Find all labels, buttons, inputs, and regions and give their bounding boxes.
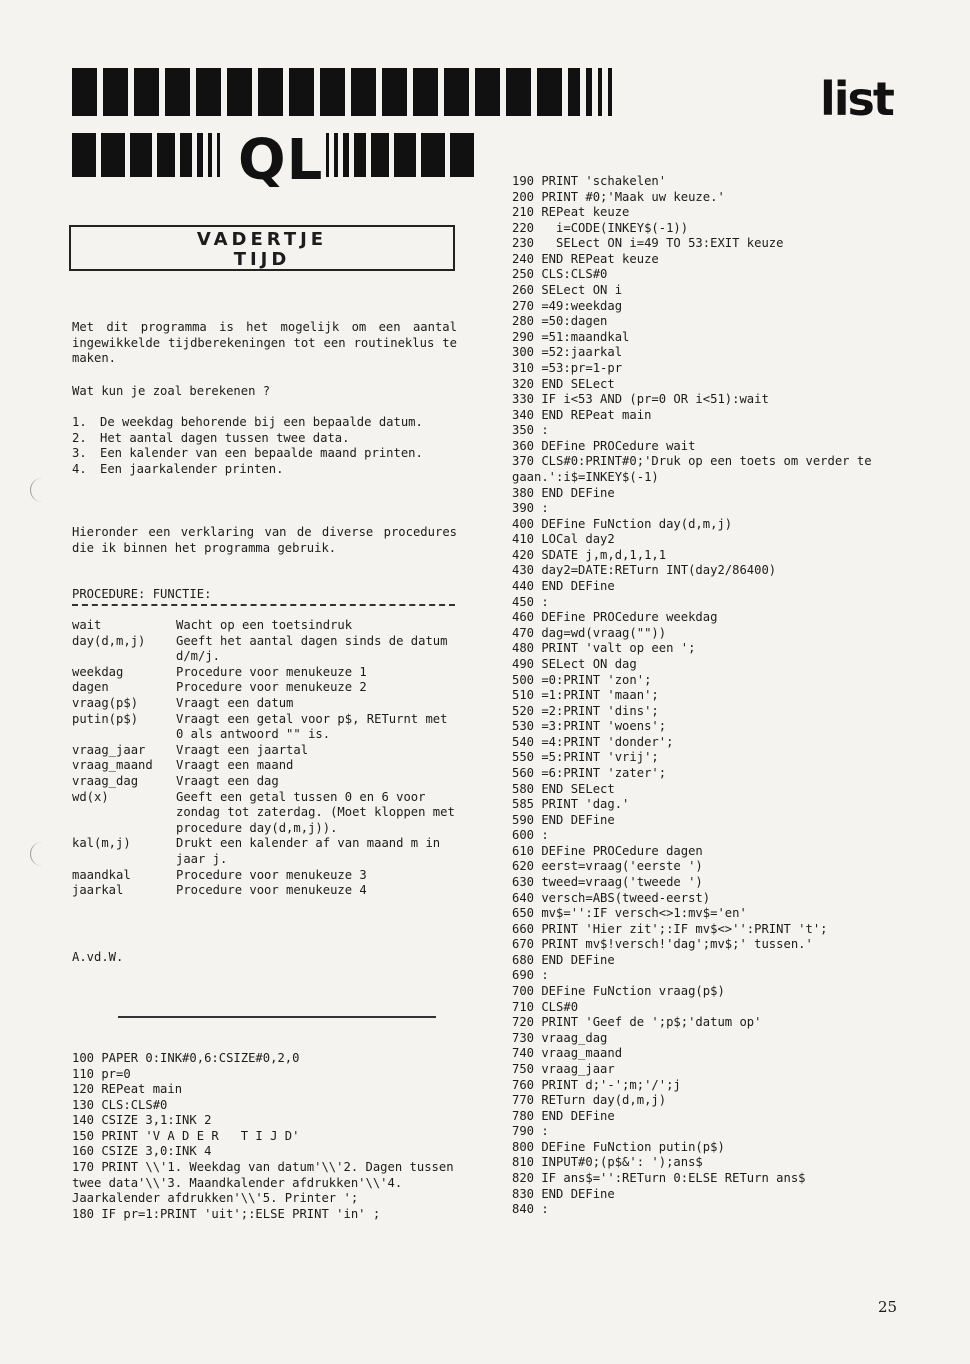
code-line: 190 PRINT 'schakelen'	[512, 174, 667, 188]
code-line: 430 day2=DATE:RETurn INT(day2/86400)	[512, 563, 777, 578]
code-line: 100 PAPER 0:INK#0,6:CSIZE#0,2,0	[72, 1051, 300, 1065]
code-line: 810 INPUT#0;(p$&': ');ans$	[512, 1155, 703, 1170]
code-line: 420 SDATE j,m,d,1,1,1	[512, 547, 667, 562]
code-listing-right	[512, 174, 892, 1218]
code-line: 720 PRINT 'Geef de ';p$;'datum op'	[512, 1015, 762, 1030]
table-row: vraag_maand Vraagt een maand	[72, 758, 294, 773]
article-title	[69, 225, 455, 271]
code-line: 260 SELect ON i	[512, 283, 623, 298]
table-row: jaarkal Procedure voor menukeuze 4	[72, 883, 367, 898]
code-line: 530 =3:PRINT 'woens';	[512, 719, 667, 734]
procedure-table	[72, 618, 458, 899]
code-line: 820 IF ans$='':RETurn 0:ELSE RETurn ans$	[512, 1171, 806, 1185]
table-row: dagen Procedure voor menukeuze 2	[72, 680, 367, 695]
code-line: 560 =6:PRINT 'zater';	[512, 765, 667, 780]
table-row: maandkal Procedure voor menukeuze 3	[72, 867, 367, 882]
code-line: 320 END SELect	[512, 376, 615, 391]
code-line: 330 IF i<53 AND (pr=0 OR i<51):wait	[512, 392, 769, 407]
code-line: 650 mv$='':IF versch<>1:mv$='en'	[512, 906, 747, 921]
code-line: 740 vraag_maand	[512, 1046, 623, 1061]
list-item: 4. Een jaarkalender printen.	[72, 461, 284, 476]
code-line: 690 :	[512, 968, 549, 983]
code-line: 340 END REPeat main	[512, 407, 652, 422]
code-line: 585 PRINT 'dag.'	[512, 797, 630, 812]
code-line: 640 versch=ABS(tweed-eerst)	[512, 890, 711, 905]
list-item: 1. De weekdag behorende bij een bepaalde datum.	[72, 415, 423, 429]
table-row: vraag(p$) Vraagt een datum	[72, 695, 294, 710]
code-line: 460 DEFine PROCedure weekdag	[512, 610, 718, 625]
header-bars-right	[326, 133, 474, 177]
code-line: 370 CLS#0:PRINT#0;'Druk op een toets om verder te gaan.':i$=INKEY$(-1)	[512, 454, 879, 484]
code-line: 250 CLS:CLS#0	[512, 267, 608, 282]
code-line: 510 =1:PRINT 'maan';	[512, 688, 659, 703]
page-number: 25	[878, 1298, 898, 1316]
code-line: 730 vraag_dag	[512, 1030, 608, 1045]
table-header: PROCEDURE: FUNCTIE:	[72, 587, 212, 601]
question: Wat kun je zoal berekenen ?	[72, 384, 271, 398]
header-bars-left	[72, 133, 220, 177]
table-row: vraag_dag Vraagt een dag	[72, 773, 279, 788]
code-line: 500 =0:PRINT 'zon';	[512, 672, 652, 687]
code-line: 760 PRINT d;'-';m;'/';j	[512, 1077, 681, 1092]
code-line: 700 DEFine FuNction vraag(p$)	[512, 984, 725, 999]
code-line: 210 REPeat keuze	[512, 205, 630, 220]
code-line: 800 DEFine FuNction putin(p$)	[512, 1139, 725, 1154]
code-line: 200 PRINT #0;'Maak uw keuze.'	[512, 189, 725, 204]
list-logo: list	[820, 72, 893, 126]
code-line: 170 PRINT \\'1. Weekdag van datum'\\'2. Dagen tussen twee data'\\'3. Maandkalender afdrukken'\\'4. Jaarkalender afdrukken'\\'5. Printer ';	[72, 1160, 461, 1206]
table-row: wait Wacht op een toetsindruk	[72, 618, 353, 632]
table-row: vraag_jaar Vraagt een jaartal	[72, 742, 309, 757]
code-line: 300 =52:jaarkal	[512, 345, 623, 360]
code-line: 670 PRINT mv$!versch!'dag';mv$;' tussen.'	[512, 937, 813, 952]
code-line: 610 DEFine PROCedure dagen	[512, 843, 703, 858]
table-row: kal(m,j) Drukt een kalender af van maand m in jaar j.	[72, 836, 441, 866]
code-line: 440 END DEFine	[512, 579, 615, 594]
code-line: 350 :	[512, 423, 549, 438]
code-line: 630 tweed=vraag('tweede ')	[512, 875, 703, 890]
table-row: wd(x) Geeft een getal tussen 0 en 6 voor zondag tot zaterdag. (Moet kloppen met procedure day(d,m,j)).	[72, 789, 455, 835]
code-line: 540 =4:PRINT 'donder';	[512, 734, 674, 749]
code-line: 400 DEFine FuNction day(d,m,j)	[512, 516, 733, 531]
code-line: 620 eerst=vraag('eerste ')	[512, 859, 703, 874]
code-listing-left	[72, 1051, 462, 1222]
code-line: 490 SELect ON dag	[512, 656, 637, 671]
code-line: 410 LOCal day2	[512, 532, 615, 547]
code-line: 390 :	[512, 501, 549, 516]
table-row: putin(p$) Vraagt een getal voor p$, RETurnt met 0 als antwoord "" is.	[72, 711, 448, 742]
code-line: 130 CLS:CLS#0	[72, 1097, 168, 1112]
code-line: 520 =2:PRINT 'dins';	[512, 703, 659, 718]
section-divider	[118, 1016, 436, 1018]
code-line: 710 CLS#0	[512, 999, 579, 1014]
table-row: weekdag Procedure voor menukeuze 1	[72, 664, 367, 679]
code-line: 840 :	[512, 1202, 549, 1217]
author-signature: A.vd.W.	[72, 950, 124, 964]
code-line: 790 :	[512, 1124, 549, 1139]
intro-paragraph: Met dit programma is het mogelijk om een aantal ingewikkelde tijdberekeningen tot een routineklus te maken.	[72, 320, 457, 366]
code-line: 360 DEFine PROCedure wait	[512, 438, 696, 453]
table-divider	[72, 604, 455, 606]
code-line: 470 dag=wd(vraag(""))	[512, 625, 667, 640]
code-line: 550 =5:PRINT 'vrij';	[512, 750, 659, 765]
code-line: 480 PRINT 'valt op een ';	[512, 641, 696, 656]
code-line: 310 =53:pr=1-pr	[512, 360, 623, 375]
code-line: 230 SELect ON i=49 TO 53:EXIT keuze	[512, 236, 784, 251]
code-line: 590 END DEFine	[512, 812, 615, 827]
code-line: 680 END DEFine	[512, 952, 615, 967]
code-line: 240 END REPeat keuze	[512, 251, 659, 266]
code-line: 160 CSIZE 3,0:INK 4	[72, 1144, 212, 1159]
code-line: 220 i=CODE(INKEY$(-1))	[512, 220, 689, 235]
code-line: 120 REPeat main	[72, 1082, 183, 1097]
code-line: 110 pr=0	[72, 1066, 131, 1081]
code-line: 780 END DEFine	[512, 1108, 615, 1123]
title-line-2: TIJD	[233, 249, 291, 270]
punch-hole	[30, 842, 45, 866]
list-item: 3. Een kalender van een bepaalde maand printen.	[72, 446, 423, 461]
code-line: 180 IF pr=1:PRINT 'uit';:ELSE PRINT 'in' ;	[72, 1206, 381, 1221]
title-line-1: VADERTJE	[196, 229, 328, 250]
code-line: 750 vraag_jaar	[512, 1061, 615, 1076]
code-line: 140 CSIZE 3,1:INK 2	[72, 1113, 212, 1128]
feature-list	[72, 415, 457, 477]
section-title: QL	[238, 128, 324, 193]
list-item: 2. Het aantal dagen tussen twee data.	[72, 430, 350, 445]
code-line: 150 PRINT 'V A D E R T I J D'	[72, 1128, 300, 1143]
code-line: 290 =51:maandkal	[512, 329, 630, 344]
code-line: 830 END DEFine	[512, 1186, 615, 1201]
punch-hole	[30, 478, 45, 502]
code-line: 600 :	[512, 828, 549, 843]
explanation-paragraph: Hieronder een verklaring van de diverse procedures die ik binnen het programma gebruik.	[72, 525, 457, 555]
code-line: 450 :	[512, 594, 549, 609]
code-line: 270 =49:weekdag	[512, 298, 623, 313]
code-line: 280 =50:dagen	[512, 314, 608, 329]
code-line: 660 PRINT 'Hier zit';:IF mv$<>'':PRINT 't';	[512, 921, 828, 936]
code-line: 580 END SELect	[512, 781, 615, 796]
table-row: day(d,m,j) Geeft het aantal dagen sinds de datum d/m/j.	[72, 633, 448, 664]
code-line: 770 RETurn day(d,m,j)	[512, 1093, 667, 1108]
header-bars-top	[72, 68, 612, 116]
code-line: 380 END DEFine	[512, 485, 615, 500]
